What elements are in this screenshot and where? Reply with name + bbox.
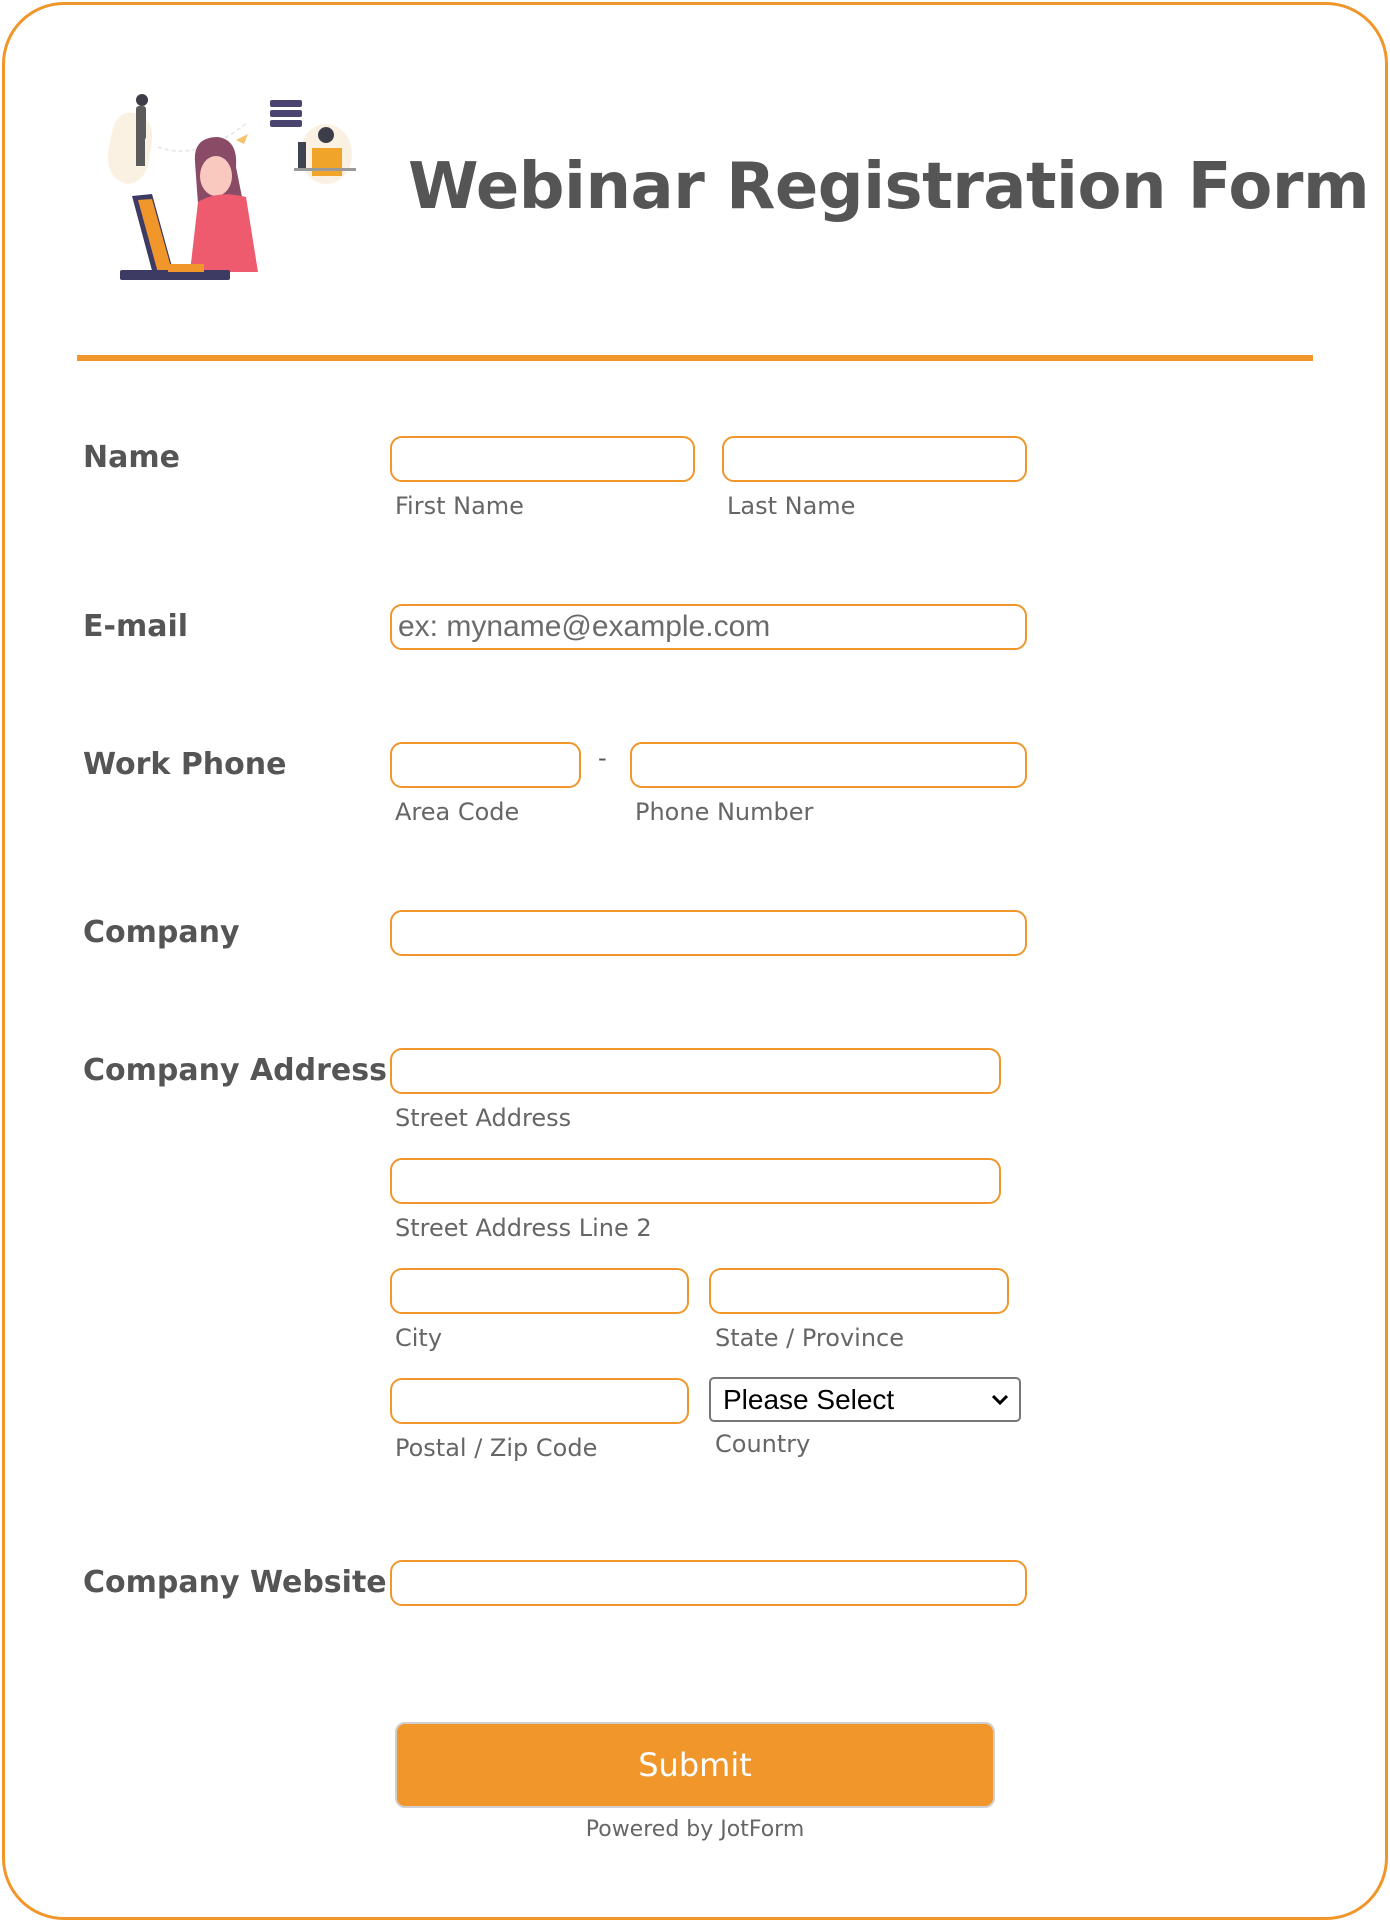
street-address-sublabel: Street Address: [395, 1104, 572, 1132]
city-sublabel: City: [395, 1324, 443, 1352]
country-sublabel: Country: [715, 1430, 811, 1458]
phone-number-sublabel: Phone Number: [635, 798, 814, 826]
street-address-line2-input[interactable]: [390, 1158, 1001, 1204]
postal-code-sublabel: Postal / Zip Code: [395, 1434, 598, 1462]
email-label: E-mail: [83, 609, 189, 644]
header-divider: [77, 355, 1313, 361]
company-website-label: Company Website: [83, 1565, 387, 1600]
country-selected-value: Please Select: [723, 1383, 895, 1415]
company-website-input[interactable]: [390, 1560, 1027, 1606]
state-province-sublabel: State / Province: [715, 1324, 904, 1352]
webinar-illustration-image: [98, 92, 358, 288]
city-input[interactable]: [390, 1268, 689, 1314]
chevron-down-icon: [991, 1394, 1009, 1406]
area-code-sublabel: Area Code: [395, 798, 520, 826]
country-select[interactable]: [709, 1377, 1021, 1422]
area-code-input[interactable]: [390, 742, 581, 788]
name-label: Name: [83, 440, 180, 475]
phone-separator: -: [598, 744, 607, 772]
last-name-sublabel: Last Name: [727, 492, 856, 520]
company-address-label: Company Address: [83, 1053, 387, 1088]
form-title: Webinar Registration Form: [408, 150, 1370, 224]
postal-code-input[interactable]: [390, 1378, 689, 1424]
company-input[interactable]: [390, 910, 1027, 956]
company-label: Company: [83, 915, 240, 950]
first-name-sublabel: First Name: [395, 492, 524, 520]
phone-number-input[interactable]: [630, 742, 1027, 788]
first-name-input[interactable]: [390, 436, 695, 482]
street-address-input[interactable]: [390, 1048, 1001, 1094]
work-phone-label: Work Phone: [83, 747, 287, 782]
powered-by-jotform-link[interactable]: Powered by JotForm: [585, 1817, 805, 1842]
street-address-line2-sublabel: Street Address Line 2: [395, 1214, 652, 1242]
last-name-input[interactable]: [722, 436, 1027, 482]
form-container: [2, 2, 1388, 1920]
email-input[interactable]: [390, 604, 1027, 650]
submit-button[interactable]: Submit: [395, 1722, 995, 1808]
state-province-input[interactable]: [709, 1268, 1009, 1314]
